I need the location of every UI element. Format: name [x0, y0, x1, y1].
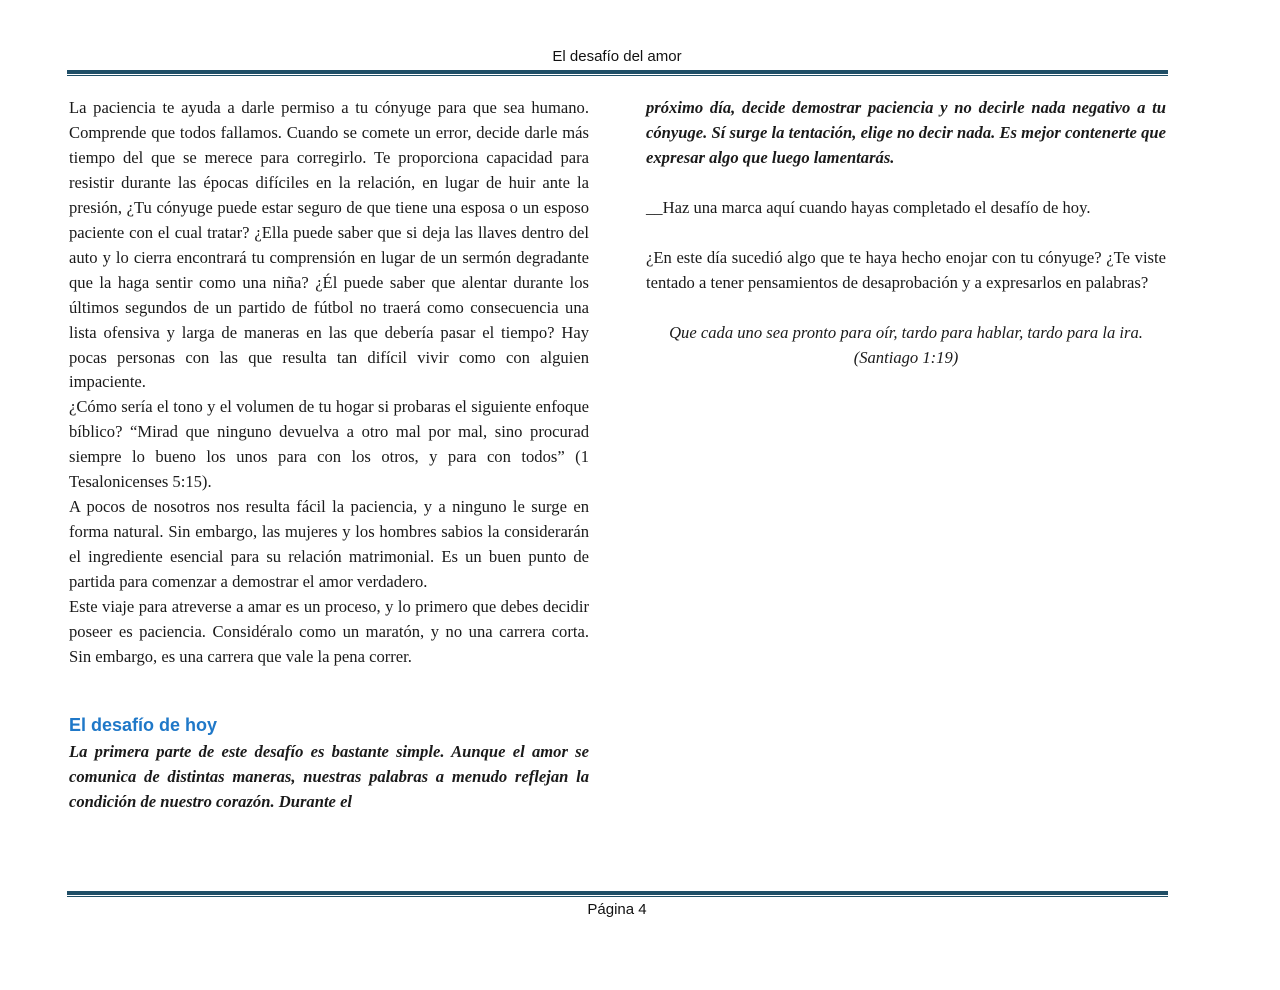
section-heading: El desafío de hoy [69, 714, 218, 735]
challenge-text: La primera parte de este desafío es bastante simple. Aunque el amor se comunica de distintas maneras, nuestras palabras a menudo reflejan la condición de nuestro corazón. Durante el [69, 741, 589, 811]
footer-rule [67, 891, 1168, 897]
checkmark-line: __Haz una marca aquí cuando hayas completado el desafío de hoy. [646, 197, 1091, 217]
challenge-text-continued: próximo día, decide demostrar paciencia y no decirle nada negativo a tu cónyuge. Sí surge la tentación, elige no decir nada. Es mejor contenerte que expresar algo que luego lamentarás. [646, 98, 1166, 167]
right-column [646, 96, 1166, 371]
paragraph: ¿Cómo sería el tono y el volumen de tu hogar si probaras el siguiente enfoque bíblico? “Mirad que ninguno devuelva a otro mal por mal, sino procurad siempre lo bueno los unos para con los otros, y para con todos” (1 Tesalonicenses 5:15). [69, 397, 589, 492]
page-number: Página 4 [587, 901, 647, 918]
paragraph: Este viaje para atreverse a amar es un proceso, y lo primero que debes decidir poseer es paciencia. Considéralo como un maratón, y no una carrera corta. Sin embargo, es una carrera que vale la pena correr. [69, 597, 589, 666]
running-header: El desafío del amor [552, 48, 682, 65]
left-column [69, 96, 589, 815]
header-rule [67, 70, 1168, 76]
paragraph: A pocos de nosotros nos resulta fácil la paciencia, y a ninguno le surge en forma natural. Sin embargo, las mujeres y los hombres sabios la considerarán el ingrediente esencial para su relación matrimonial. Es un buen punto de partida para comenzar a demostrar el amor verdadero. [69, 497, 589, 592]
paragraph: La paciencia te ayuda a darle permiso a tu cónyuge para que sea humano. Comprende que todos fallamos. Cuando se comete un error, decide darle más tiempo del que se merece para corregirlo. Te proporciona capacidad para resistir durante las épocas difíciles en la relación, en lugar de huir ante la presión, ¿Tu cónyuge puede estar seguro de que tiene una esposa o un esposo paciente con el cual tratar? ¿Ella puede saber que si deja las llaves dentro del auto y lo cierra encontrará tu comprensión en lugar de un sermón degradante que la haga sentir como una niña? ¿Él puede saber que alentar durante los últimos segundos de un partido de fútbol no traerá como consecuencia una lista ofensiva y larga de maneras en las que debería pasar el tiempo? Hay pocas personas con las que resulta tan difícil vivir como con alguien impaciente. [69, 98, 589, 392]
reflection-question: ¿En este día sucedió algo que te haya hecho enojar con tu cónyuge? ¿Te viste tentado a tener pensamientos de desaprobación y a expresarlos en palabras? [646, 247, 1166, 292]
scripture-verse: Que cada uno sea pronto para oír, tardo para hablar, tardo para la ira. (Santiago 1:19) [669, 322, 1143, 367]
